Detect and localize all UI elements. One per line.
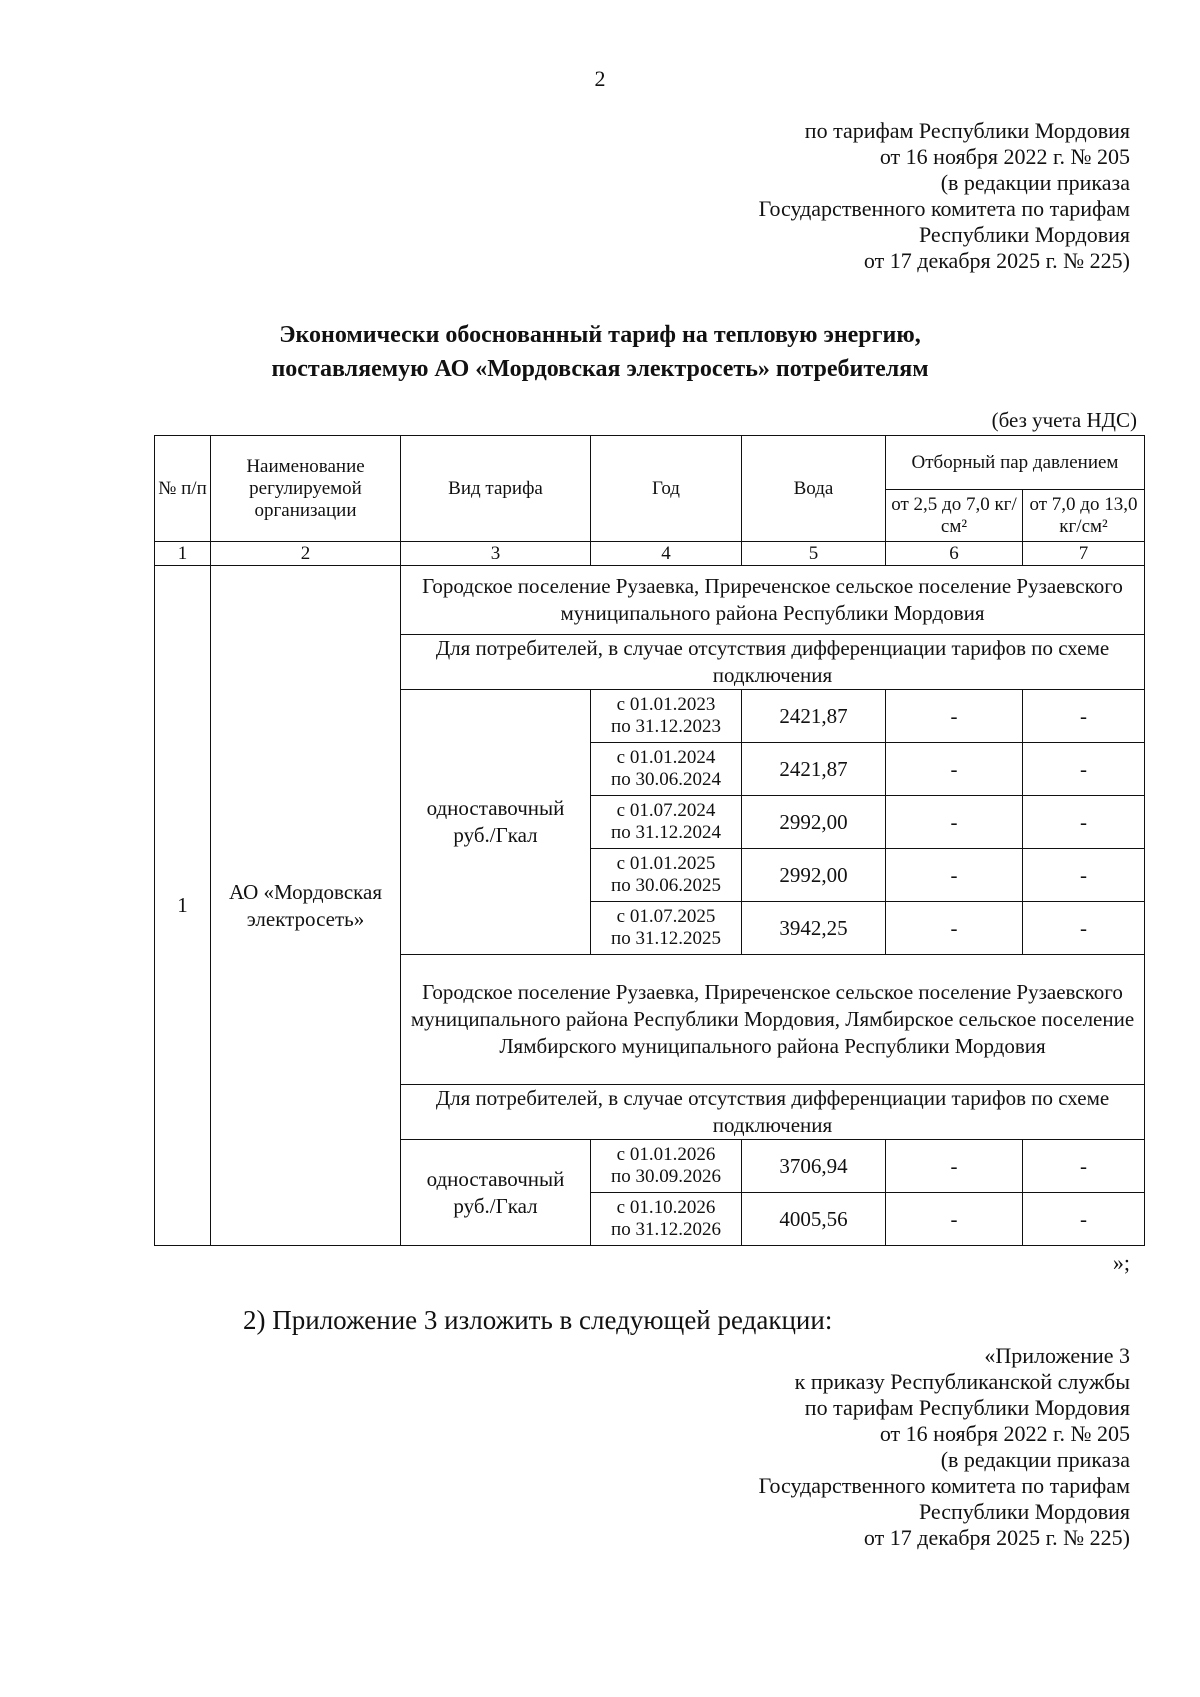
header-line: Государственного комитета по тарифам — [758, 196, 1130, 221]
header-num: № п/п — [155, 436, 211, 542]
water-value: 3942,25 — [742, 902, 886, 955]
period-cell: с 01.10.2026 по 31.12.2026 — [591, 1193, 742, 1246]
column-number: 5 — [742, 542, 886, 566]
closing-quote: »; — [1112, 1250, 1130, 1275]
steam-low-value: - — [886, 690, 1023, 743]
header-line: от 17 декабря 2025 г. № 225) — [863, 1525, 1130, 1550]
column-number: 3 — [401, 542, 591, 566]
header-line: от 16 ноября 2022 г. № 205 — [879, 1421, 1130, 1446]
tariff-table — [154, 435, 1145, 1246]
header-line: Государственного комитета по тарифам — [758, 1473, 1130, 1498]
title-line: поставляемую АО «Мордовская электросеть» потребителям — [271, 356, 929, 382]
tariff-type-cell: одноставочный руб./Гкал — [401, 1140, 591, 1246]
header-line: по тарифам Республики Мордовия — [804, 1395, 1130, 1420]
steam-high-value: - — [1023, 743, 1145, 796]
approval-header-bottom — [759, 1343, 1130, 1551]
period-cell: с 01.01.2026 по 30.09.2026 — [591, 1140, 742, 1193]
consumers-cell: Для потребителей, в случае отсутствия дифференциации тарифов по схеме подключения — [401, 635, 1145, 690]
header-line: Республики Мордовия — [918, 1499, 1130, 1524]
steam-high-value: - — [1023, 1140, 1145, 1193]
territory-cell: Городское поселение Рузаевка, Приреченское сельское поселение Рузаевского муниципального района Республики Мордовия, Лямбирское сельское поселение Лямбирского муниципального района Республики Мордовия — [401, 955, 1145, 1085]
steam-low-value: - — [886, 743, 1023, 796]
water-value: 4005,56 — [742, 1193, 886, 1246]
header-steam: Отборный пар давлением — [886, 436, 1145, 490]
header-water: Вода — [742, 436, 886, 542]
steam-low-value: - — [886, 1140, 1023, 1193]
column-number: 7 — [1023, 542, 1145, 566]
header-year: Год — [591, 436, 742, 542]
period-cell: с 01.01.2025 по 30.06.2025 — [591, 849, 742, 902]
approval-header-top — [759, 118, 1130, 274]
tariff-type-cell: одноставочный руб./Гкал — [401, 690, 591, 955]
header-steam-low: от 2,5 до 7,0 кг/см² — [886, 490, 1023, 542]
row-number: 1 — [155, 566, 211, 1246]
steam-low-value: - — [886, 902, 1023, 955]
column-number: 1 — [155, 542, 211, 566]
steam-high-value: - — [1023, 902, 1145, 955]
period-cell: с 01.01.2024 по 30.06.2024 — [591, 743, 742, 796]
steam-low-value: - — [886, 1193, 1023, 1246]
header-line: от 17 декабря 2025 г. № 225) — [863, 248, 1130, 273]
steam-high-value: - — [1023, 1193, 1145, 1246]
header-line: к приказу Республиканской службы — [794, 1369, 1130, 1394]
water-value: 2421,87 — [742, 690, 886, 743]
title-line: Экономически обоснованный тариф на тепловую энергию, — [279, 322, 921, 348]
page-number: 2 — [594, 66, 606, 91]
consumers-cell: Для потребителей, в случае отсутствия дифференциации тарифов по схеме подключения — [401, 1085, 1145, 1140]
water-value: 2992,00 — [742, 849, 886, 902]
header-line: от 16 ноября 2022 г. № 205 — [879, 144, 1130, 169]
steam-high-value: - — [1023, 849, 1145, 902]
water-value: 3706,94 — [742, 1140, 886, 1193]
vat-note: (без учета НДС) — [991, 408, 1137, 432]
header-steam-high: от 7,0 до 13,0 кг/см² — [1023, 490, 1145, 542]
territory-cell: Городское поселение Рузаевка, Приреченское сельское поселение Рузаевского муниципального района Республики Мордовия — [401, 566, 1145, 635]
steam-low-value: - — [886, 796, 1023, 849]
column-number: 6 — [886, 542, 1023, 566]
period-cell: с 01.07.2025 по 31.12.2025 — [591, 902, 742, 955]
header-line: Республики Мордовия — [918, 222, 1130, 247]
instruction-text: 2) Приложение 3 изложить в следующей редакции: — [243, 1305, 833, 1335]
column-number: 2 — [211, 542, 401, 566]
period-cell: с 01.07.2024 по 31.12.2024 — [591, 796, 742, 849]
header-line: «Приложение 3 — [984, 1343, 1130, 1368]
steam-high-value: - — [1023, 796, 1145, 849]
steam-low-value: - — [886, 849, 1023, 902]
header-tariff-type: Вид тарифа — [401, 436, 591, 542]
header-organization: Наименование регулируемой организации — [211, 436, 401, 542]
header-line: (в редакции приказа — [940, 1447, 1130, 1472]
header-line: (в редакции приказа — [940, 170, 1130, 195]
document-title — [0, 318, 1200, 386]
organization-name: АО «Мордовская электросеть» — [211, 566, 401, 1246]
header-line: по тарифам Республики Мордовия — [804, 118, 1130, 143]
column-number: 4 — [591, 542, 742, 566]
period-cell: с 01.01.2023 по 31.12.2023 — [591, 690, 742, 743]
water-value: 2992,00 — [742, 796, 886, 849]
water-value: 2421,87 — [742, 743, 886, 796]
steam-high-value: - — [1023, 690, 1145, 743]
